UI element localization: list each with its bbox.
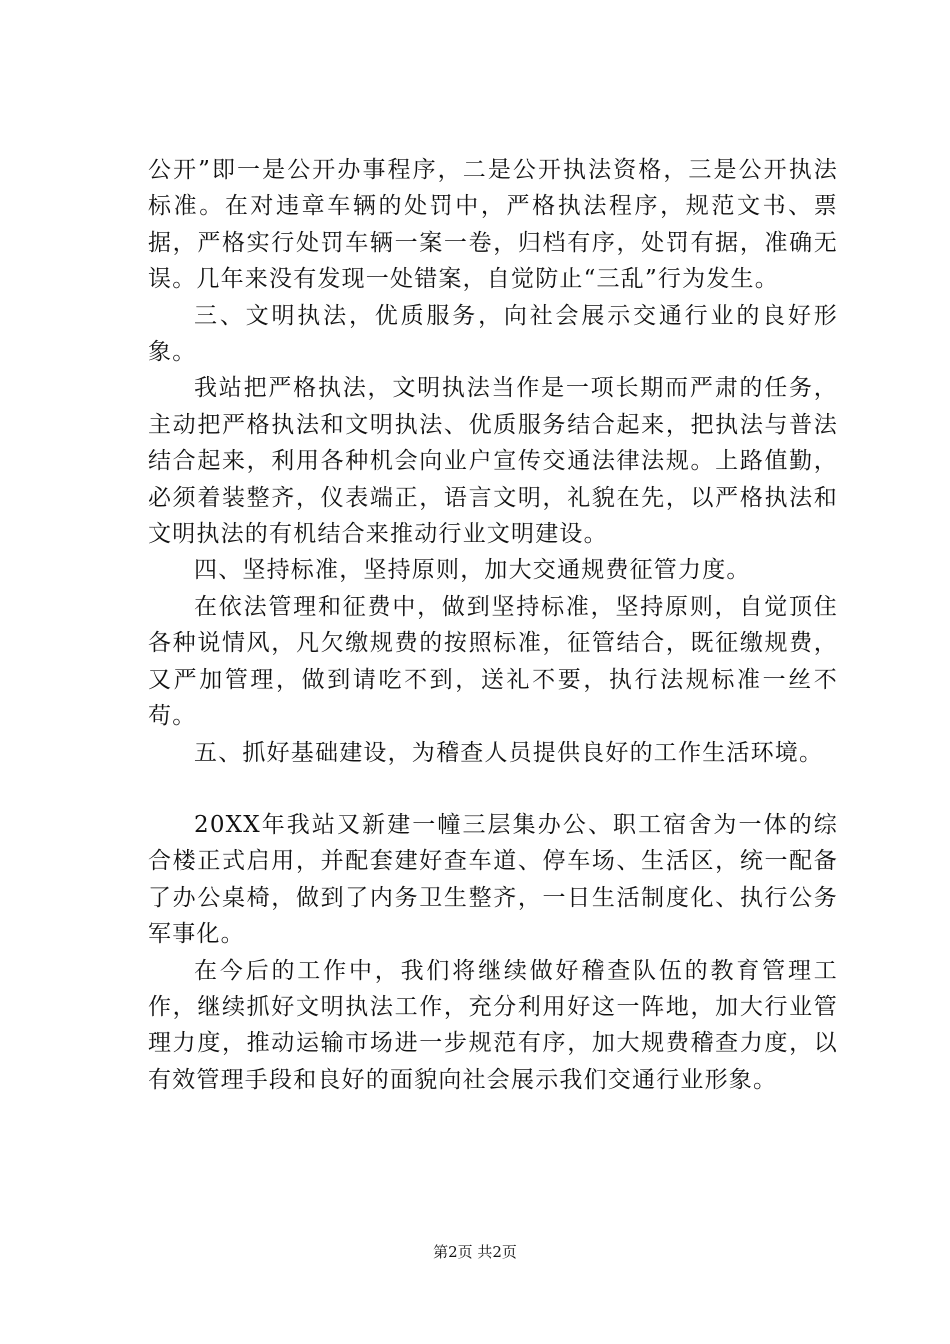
paragraph-continued: 公开”即一是公开办事程序，二是公开执法资格，三是公开执法标准。在对违章车辆的处罚中，严格执法程序，规范文书、票据，严格实行处罚车辆一案一卷，归档有序，处罚有据，准确无误。几年来没有发现一处错案，自觉防止“三乱”行为发生。 <box>148 157 838 293</box>
paragraph-fee-collection: 在依法管理和征费中，做到坚持标准，坚持原则，自觉顶住各种说情风，凡欠缴规费的按照标准，征管结合，既征缴规费，又严加管理，做到请吃不到，送礼不要，执行法规标准一丝不苟。 <box>148 593 838 730</box>
document-body <box>148 152 838 1098</box>
paragraph-gap <box>148 771 838 807</box>
paragraph-infrastructure: 20XX年我站又新建一幢三层集办公、职工宿舍为一体的综合楼正式启用，并配套建好查车道、停车场、生活区，统一配备了办公桌椅，做到了内务卫生整齐，一日生活制度化、执行公务军事化。 <box>148 811 838 948</box>
section-heading-5: 五、抓好基础建设，为稽查人员提供良好的工作生活环境。 <box>194 739 824 766</box>
paragraph-civil-enforcement: 我站把严格执法，文明执法当作是一项长期而严肃的任务，主动把严格执法和文明执法、优质服务结合起来，把执法与普法结合起来，利用各种机会向业户宣传交通法律法规。上路值勤，必须着装整齐，仪表端正，语言文明，礼貌在先，以严格执法和文明执法的有机结合来推动行业文明建设。 <box>148 375 838 548</box>
page-number-footer: 第2页 共2页 <box>433 1243 517 1261</box>
paragraph-future-work: 在今后的工作中，我们将继续做好稽查队伍的教育管理工作，继续抓好文明执法工作，充分利用好这一阵地，加大行业管理力度，推动运输市场进一步规范有序，加大规费稽查力度，以有效管理手段和良好的面貌向社会展示我们交通行业形象。 <box>148 957 838 1093</box>
section-heading-3: 三、文明执法，优质服务，向社会展示交通行业的良好形象。 <box>148 302 838 366</box>
section-heading-4: 四、坚持标准，坚持原则，加大交通规费征管力度。 <box>194 557 751 584</box>
